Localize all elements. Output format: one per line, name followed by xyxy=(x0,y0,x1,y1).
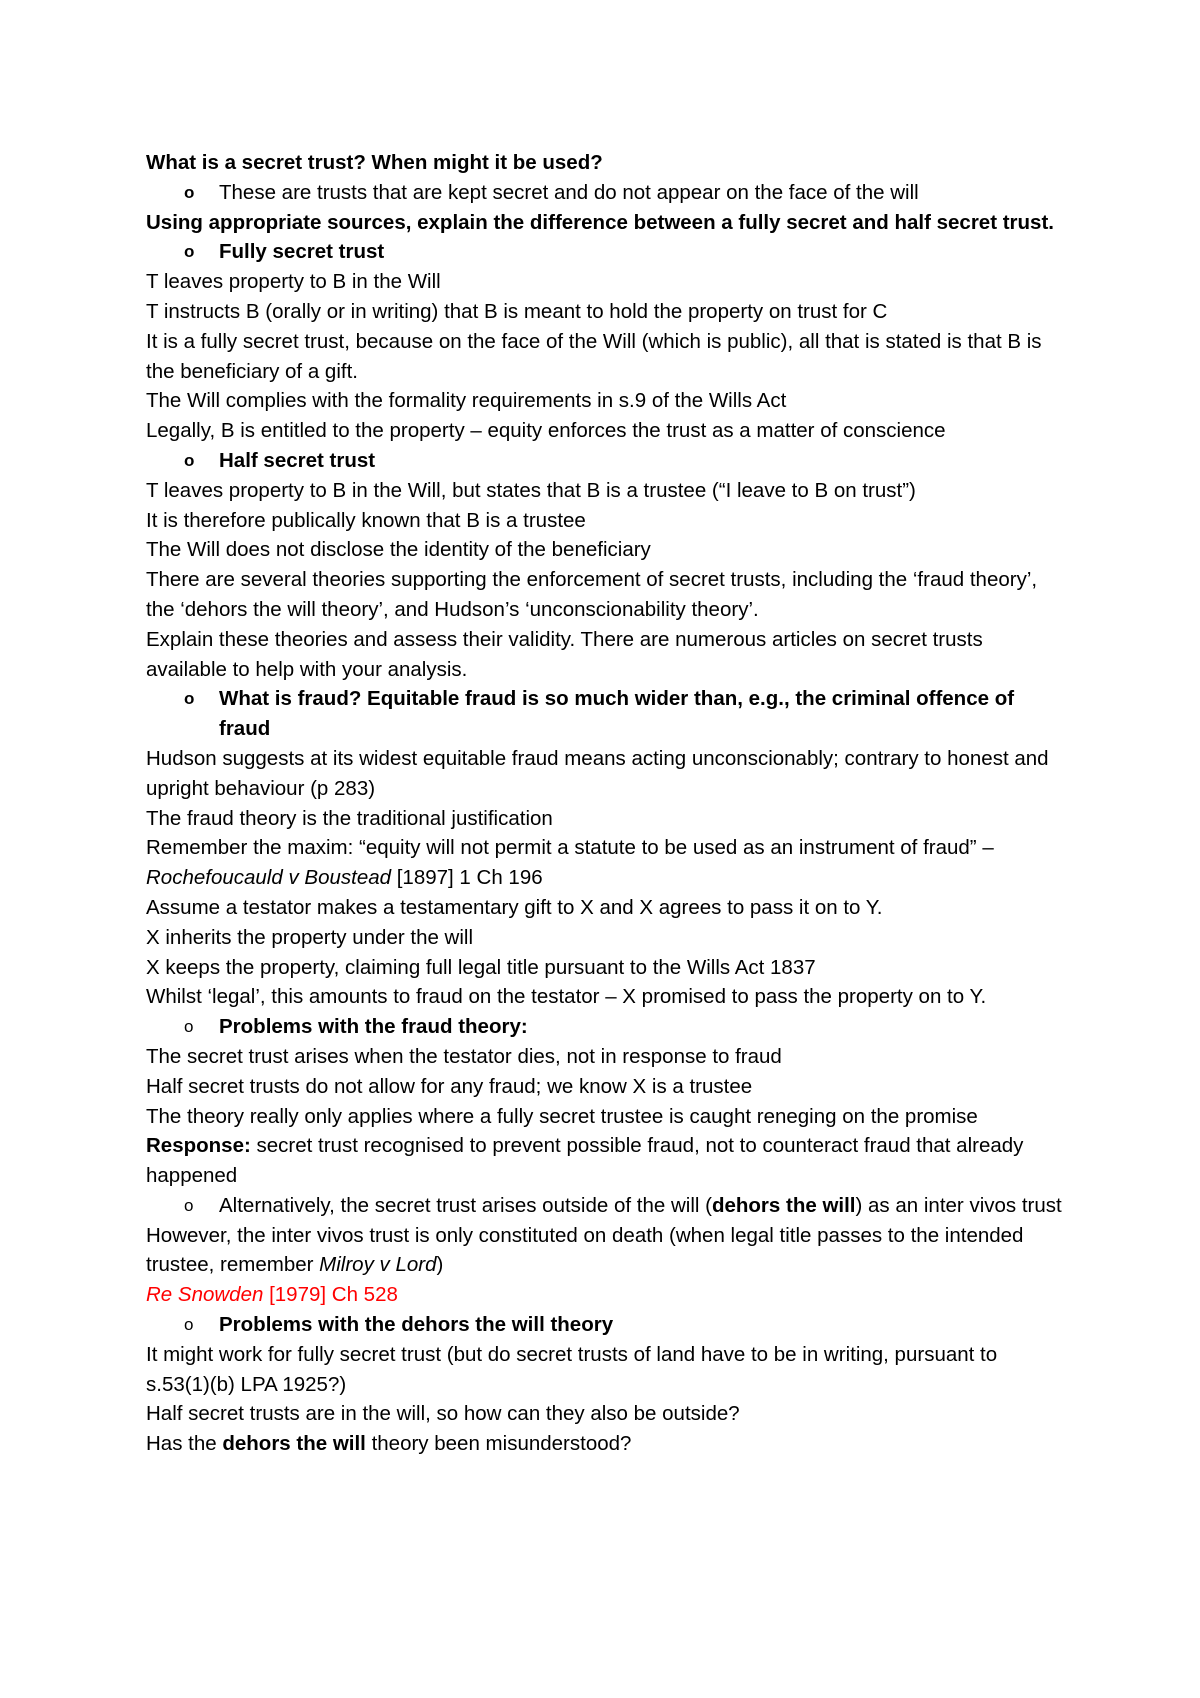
body-line: There are several theories supporting the enforcement of secret trusts, including the ‘fraud theory’, the ‘dehors the will theory’, and Hudson’s ‘unconscionability theory’. xyxy=(146,568,1038,621)
body-line: Half secret trusts do not allow for any fraud; we know X is a trustee xyxy=(146,1074,753,1098)
body-line xyxy=(146,1221,1066,1281)
body-text: Alternatively, the secret trust arises outside of the will ( xyxy=(219,1193,712,1217)
body-line xyxy=(146,1429,1066,1459)
bullet-item xyxy=(146,1012,1066,1042)
body-line: X keeps the property, claiming full legal title pursuant to the Wills Act 1837 xyxy=(146,955,816,979)
body-line: The Will complies with the formality requirements in s.9 of the Wills Act xyxy=(146,389,787,413)
bullet-icon: o xyxy=(184,450,195,470)
body-line: T leaves property to B in the Will, but states that B is a trustee (“I leave to B on trust”) xyxy=(146,478,916,502)
bullet-icon: o xyxy=(184,1315,194,1335)
body-line xyxy=(146,833,1066,893)
body-line xyxy=(146,1131,1066,1191)
body-line: The secret trust arises when the testator dies, not in response to fraud xyxy=(146,1044,782,1068)
body-line: Explain these theories and assess their validity. There are numerous articles on secret trusts available to help with your analysis. xyxy=(146,627,983,681)
body-text: ) as an inter vivos trust xyxy=(855,1193,1062,1217)
bullet-text: These are trusts that are kept secret and do not appear on the face of the will xyxy=(219,180,919,204)
bullet-icon: o xyxy=(184,242,195,262)
emphasis-text: dehors the will xyxy=(222,1432,366,1456)
body-line: The Will does not disclose the identity of the beneficiary xyxy=(146,538,651,562)
body-line: Assume a testator makes a testamentary gift to X and X agrees to pass it on to Y. xyxy=(146,895,883,919)
bullet-item xyxy=(146,237,1066,267)
section-heading: Problems with the dehors the will theory xyxy=(219,1313,614,1337)
bullet-item xyxy=(146,178,1066,208)
body-line: T instructs B (orally or in writing) that B is meant to hold the property on trust for C xyxy=(146,299,888,323)
bullet-item xyxy=(146,446,1066,476)
bullet-item xyxy=(146,1191,1066,1221)
body-line: Legally, B is entitled to the property – equity enforces the trust as a matter of conscience xyxy=(146,419,946,443)
bullet-item xyxy=(146,1310,1066,1340)
case-reference xyxy=(146,1280,1066,1310)
question-heading: Using appropriate sources, explain the difference between a fully secret and half secret trust. xyxy=(146,210,1054,234)
body-line: X inherits the property under the will xyxy=(146,925,474,949)
case-citation: Re Snowden xyxy=(146,1283,264,1307)
body-line: The fraud theory is the traditional justification xyxy=(146,806,553,830)
body-line: Whilst ‘legal’, this amounts to fraud on the testator – X promised to pass the property on to Y. xyxy=(146,985,987,1009)
emphasis-text: dehors the will xyxy=(711,1193,856,1217)
case-citation: Rochefoucauld v Boustead xyxy=(146,866,392,890)
response-label: Response: xyxy=(146,1134,251,1158)
section-heading: What is fraud? Equitable fraud is so much wider than, e.g., the criminal offence of fraud xyxy=(219,687,1015,741)
bullet-item xyxy=(146,684,1066,744)
bullet-icon: o xyxy=(184,1195,194,1215)
section-heading: Fully secret trust xyxy=(219,240,385,264)
bullet-icon: o xyxy=(184,182,195,202)
body-line: The theory really only applies where a fully secret trustee is caught reneging on the promise xyxy=(146,1104,978,1128)
body-text: However, the inter vivos trust is only constituted on death (when legal title passes to the intended trustee, remember xyxy=(146,1223,1024,1277)
body-text: Remember the maxim: “equity will not permit a statute to be used as an instrument of fraud” – xyxy=(146,836,994,860)
document-page xyxy=(146,148,1066,1459)
body-text: ) xyxy=(436,1253,444,1277)
body-text: Has the xyxy=(146,1432,223,1456)
body-text: theory been misunderstood? xyxy=(365,1432,632,1456)
section-heading: Problems with the fraud theory: xyxy=(219,1015,528,1039)
bullet-icon: o xyxy=(184,689,195,709)
body-line: It is a fully secret trust, because on the face of the Will (which is public), all that is stated is that B is the beneficiary of a gift. xyxy=(146,329,1042,383)
body-text: secret trust recognised to prevent possible fraud, not to counteract fraud that already happened xyxy=(146,1134,1024,1188)
section-heading: Half secret trust xyxy=(219,448,376,472)
body-line: It might work for fully secret trust (but do secret trusts of land have to be in writing, pursuant to s.53(1)(b) LPA 1925?) xyxy=(146,1342,998,1396)
case-citation: Milroy v Lord xyxy=(319,1253,437,1277)
body-line: Hudson suggests at its widest equitable fraud means acting unconscionably; contrary to honest and upright behaviour (p 283) xyxy=(146,746,1049,800)
body-line: It is therefore publically known that B is a trustee xyxy=(146,508,586,532)
body-line: Half secret trusts are in the will, so how can they also be outside? xyxy=(146,1402,740,1426)
question-heading: What is a secret trust? When might it be used? xyxy=(146,151,603,174)
body-text: [1897] 1 Ch 196 xyxy=(391,866,543,890)
body-line: T leaves property to B in the Will xyxy=(146,270,441,294)
body-text: [1979] Ch 528 xyxy=(263,1283,398,1307)
bullet-icon: o xyxy=(184,1017,194,1037)
